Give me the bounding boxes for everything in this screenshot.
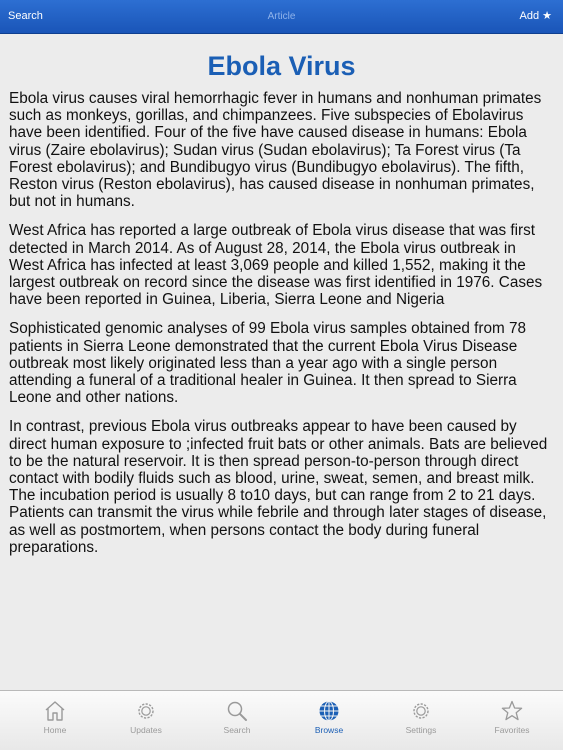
gear-icon bbox=[409, 700, 433, 722]
navigation-bar bbox=[0, 0, 563, 34]
globe-icon bbox=[317, 700, 341, 722]
article-paragraph: West Africa has reported a large outbreak of Ebola virus disease that was first detected in March 2014. As of August 28, 2014, the Ebola virus outbreak in West Africa has infected at least 3,069 people and killed 1,552, making it the largest outbreak on record since the disease was first identified in 1976. Cases have been reported in Guinea, Liberia, Sierra Leone and Nigeria bbox=[9, 222, 543, 309]
tab-updates[interactable] bbox=[111, 700, 181, 735]
search-nav-button[interactable]: Search bbox=[8, 10, 43, 22]
tab-label: Settings bbox=[405, 725, 437, 735]
article-paragraph: Sophisticated genomic analyses of 99 Ebola virus samples obtained from 78 patients in Sierra Leone demonstrated that the current Ebola Virus Disease outbreak most likely originated less than a year ago with a single person attending a funeral of a traditional healer in Guinea. It then spread to Sierra Leone and other nations. bbox=[9, 320, 526, 407]
article-body bbox=[0, 90, 563, 556]
star-icon bbox=[500, 700, 524, 722]
star-icon: ★ bbox=[542, 9, 552, 22]
tab-label: Browse bbox=[314, 725, 344, 735]
tab-search[interactable] bbox=[202, 700, 272, 735]
tab-label: Home bbox=[43, 725, 67, 735]
home-icon bbox=[43, 700, 67, 722]
article-paragraph: Ebola virus causes viral hemorrhagic fever in humans and nonhuman primates such as monkeys, gorillas, and chimpanzees. Five subspecies of Ebolavirus have been identified. Four of the five have caused disease in humans: Ebola virus (Zaire ebolavirus); Sudan virus (Sudan ebolavirus); Ta Forest virus (Ta Forest ebolavirus); and Bundibugyo virus (Bundibugyo ebolavirus). The fifth, Reston virus (Reston ebolavirus), has caused disease in nonhuman primates, but not in humans. bbox=[9, 90, 542, 211]
tab-label: Favorites bbox=[494, 725, 530, 735]
add-favorite-button[interactable] bbox=[520, 10, 552, 22]
add-button-label: Add bbox=[519, 10, 540, 22]
tab-label: Updates bbox=[130, 725, 162, 735]
tab-browse[interactable] bbox=[294, 700, 364, 735]
article-view[interactable] bbox=[0, 34, 563, 690]
article-title: Ebola Virus bbox=[207, 51, 356, 81]
tab-bar bbox=[0, 690, 563, 750]
tab-favorites[interactable] bbox=[477, 700, 547, 735]
nav-title: Article bbox=[267, 11, 296, 22]
tab-settings[interactable] bbox=[386, 700, 456, 735]
article-paragraph: In contrast, previous Ebola virus outbreaks appear to have been caused by direct human exposure to ;infected fruit bats or other animals. Bats are believed to be the natural reservoir. It is then spread person-to-person through direct contact with bodily fluids such as blood, urine, sweat, semen, and breast milk. The incubation period is usually 8 to10 days, but can range from 2 to 21 days. Patients can transmit the virus while febrile and through later stages of disease, as well as postmortem, when persons contact the body during funeral preparations. bbox=[9, 418, 548, 556]
gear-icon bbox=[134, 700, 158, 722]
search-icon bbox=[225, 700, 249, 722]
tab-home[interactable] bbox=[20, 700, 90, 735]
tab-label: Search bbox=[223, 725, 251, 735]
